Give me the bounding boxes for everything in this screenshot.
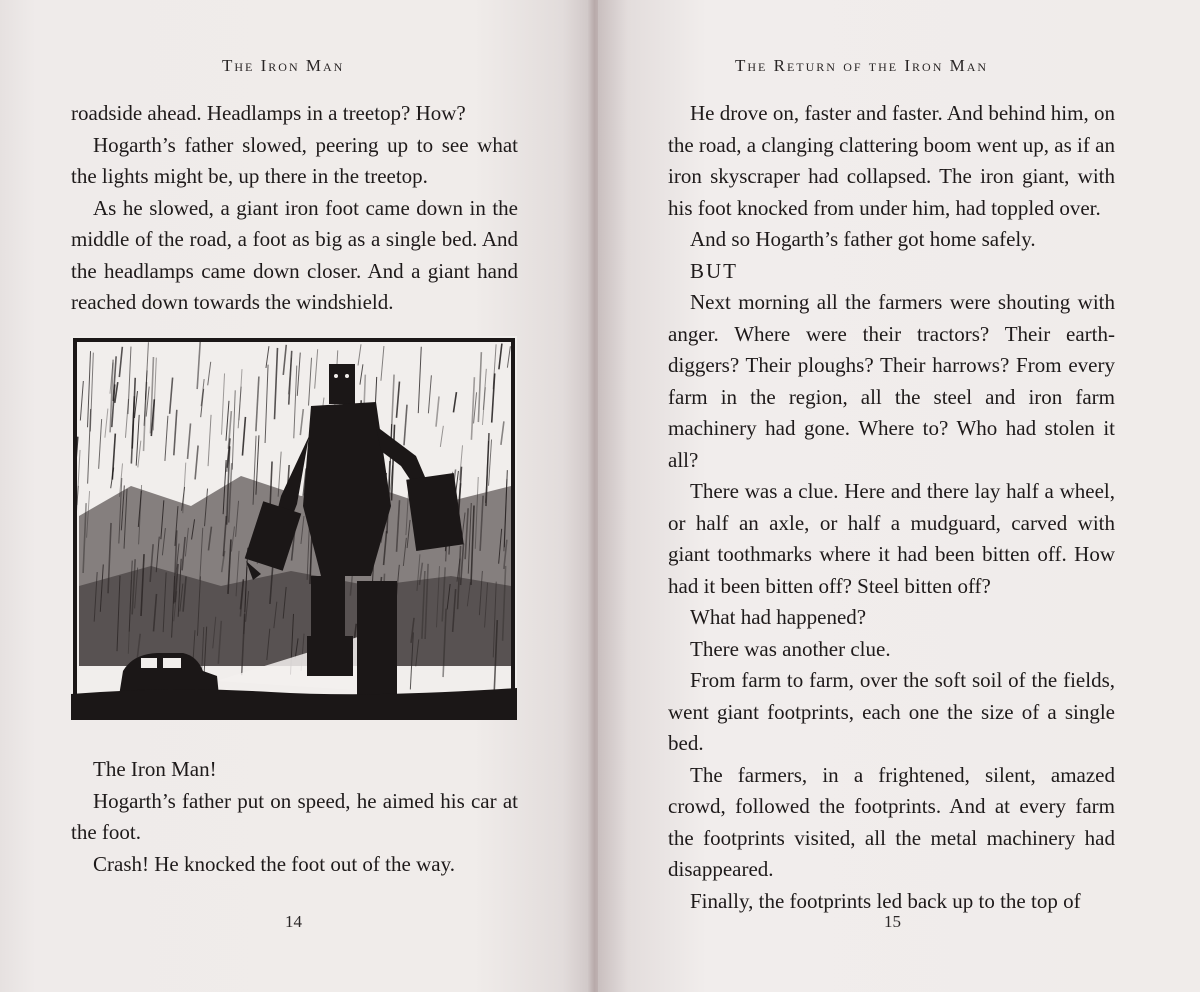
left-page: [0, 0, 592, 992]
paragraph: The farmers, in a frightened, silent, amazed crowd, followed the footprints. And at every farm the footprints visited, all the metal machinery had disappeared.: [668, 762, 1115, 881]
paragraph: He drove on, faster and faster. And behind him, on the road, a clanging clattering boom went up, as if an iron skyscraper had collapsed. The iron giant, with his foot knocked from under him, had toppled over.: [668, 101, 1115, 220]
right-text: [668, 98, 1115, 917]
paragraph: Hogarth’s father put on speed, he aimed his car at the foot.: [71, 788, 518, 844]
paragraph: The Iron Man!: [93, 757, 217, 781]
paragraph: As he slowed, a giant iron foot came down in the middle of the road, a foot as big as a single bed. And the headlamps came down closer. And a giant hand reached down towards the windshield.: [71, 195, 518, 314]
right-page: [598, 0, 1200, 992]
paragraph: Finally, the footprints led back up to the top of: [690, 888, 1081, 913]
paragraph: BUT: [690, 258, 738, 283]
iron-man-illustration: [71, 336, 517, 720]
iron-man-in-rain-icon: [71, 336, 517, 720]
page-number-right: 15: [884, 912, 901, 931]
paragraph: From farm to farm, over the soft soil of the fields, went giant footprints, each one the size of a single bed.: [668, 668, 1115, 755]
paragraph: There was another clue.: [690, 636, 891, 661]
paragraph: And so Hogarth’s father got home safely.: [690, 227, 1036, 251]
right-running-head: The Return of the Iron Man: [735, 56, 989, 75]
paragraph: There was a clue. Here and there lay half a wheel, or half an axle, or half a mudguard, carved with giant toothmarks where it had been bitten off. How had it been bitten off? Steel bitten off?: [668, 479, 1115, 598]
paragraph: Hogarth’s father slowed, peering up to see what the lights might be, up there in the treetop.: [71, 132, 518, 188]
left-text-bottom: [71, 754, 518, 880]
left-text-top: [71, 98, 518, 319]
paragraph: roadside ahead. Headlamps in a treetop? How?: [71, 101, 466, 125]
paragraph: Crash! He knocked the foot out of the way.: [93, 851, 455, 876]
paragraph: Next morning all the farmers were shouting with anger. Where were their tractors? Their earth-diggers? Their ploughs? Their harrows? From every farm in the region, all the steel and iron farm machinery had gone. Where to? Who had stolen it all?: [668, 290, 1115, 472]
page-number-left: 14: [285, 912, 302, 931]
left-running-head: The Iron Man: [222, 56, 345, 75]
paragraph: What had happened?: [690, 605, 867, 629]
